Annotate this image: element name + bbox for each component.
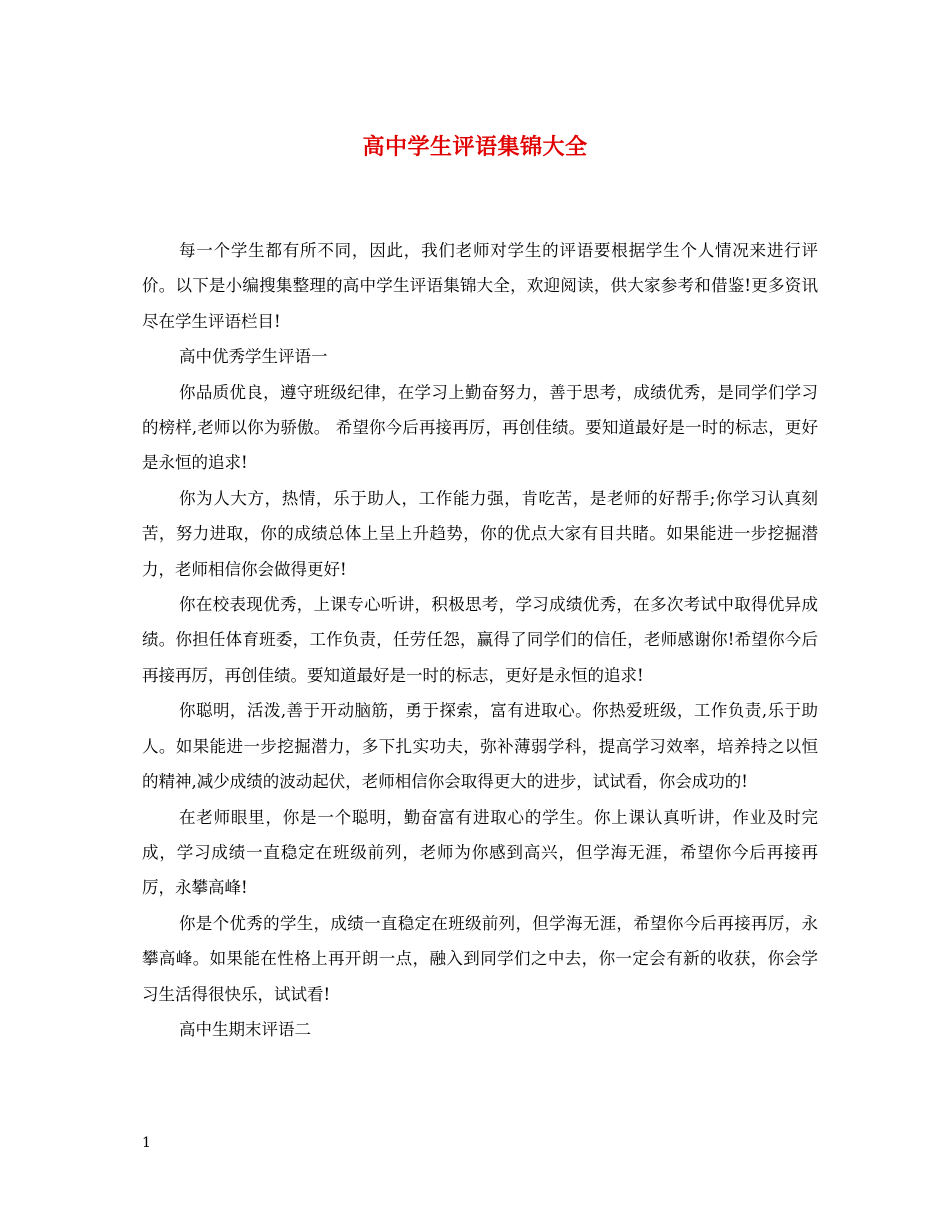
comment-paragraph-5: 在老师眼里，你是一个聪明，勤奋富有进取心的学生。你上课认真听讲，作业及时完成，学习成绩一直稳定在班级前列，老师为你感到高兴，但学海无涯，希望你今后再接再厉，永攀高峰! bbox=[142, 807, 818, 898]
comment-paragraph-2: 你为人大方，热情，乐于助人，工作能力强，肯吃苦，是老师的好帮手;你学习认真刻苦，努力进取，你的成绩总体上呈上升趋势，你的优点大家有目共睹。如果能进一步挖掘潜力，老师相信你会做得更好! bbox=[142, 488, 818, 579]
intro-paragraph: 每一个学生都有所不同，因此，我们老师对学生的评语要根据学生个人情况来进行评价。以下是小编搜集整理的高中学生评语集锦大全，欢迎阅读，供大家参考和借鉴!更多资讯尽在学生评语栏目! bbox=[142, 241, 818, 331]
comment-paragraph-4: 你聪明，活泼,善于开动脑筋，勇于探索，富有进取心。你热爱班级，工作负责,乐于助人。如果能进一步挖掘潜力，多下扎实功夫，弥补薄弱学科，提高学习效率，培养持之以恒的精神,减少成绩的波动起伏，老师相信你会取得更大的进步，试试看，你会成功的! bbox=[142, 701, 818, 792]
document-title: 高中学生评语集锦大全 bbox=[362, 135, 588, 160]
comment-paragraph-6: 你是个优秀的学生，成绩一直稳定在班级前列，但学海无涯，希望你今后再接再厉，永攀高峰。如果能在性格上再开朗一点，融入到同学们之中去，你一定会有新的收获，你会学习生活得很快乐，试试看! bbox=[142, 913, 818, 1004]
page-number: 1 bbox=[142, 1135, 151, 1151]
section-heading-2: 高中生期末评语二 bbox=[179, 1019, 311, 1039]
section-heading-1: 高中优秀学生评语一 bbox=[179, 347, 328, 367]
document-body bbox=[142, 233, 818, 1047]
comment-paragraph-1: 你品质优良，遵守班级纪律，在学习上勤奋努力，善于思考，成绩优秀，是同学们学习的榜样,老师以你为骄傲。 希望你今后再接再厉，再创佳绩。要知道最好是一时的标志，更好是永恒的追求! bbox=[142, 382, 818, 473]
comment-paragraph-3: 你在校表现优秀，上课专心听讲，积极思考，学习成绩优秀，在多次考试中取得优异成绩。你担任体育班委，工作负责，任劳任怨，赢得了同学们的信任，老师感谢你!希望你今后再接再厉，再创佳绩。要知道最好是一时的标志，更好是永恒的追求! bbox=[142, 595, 818, 685]
